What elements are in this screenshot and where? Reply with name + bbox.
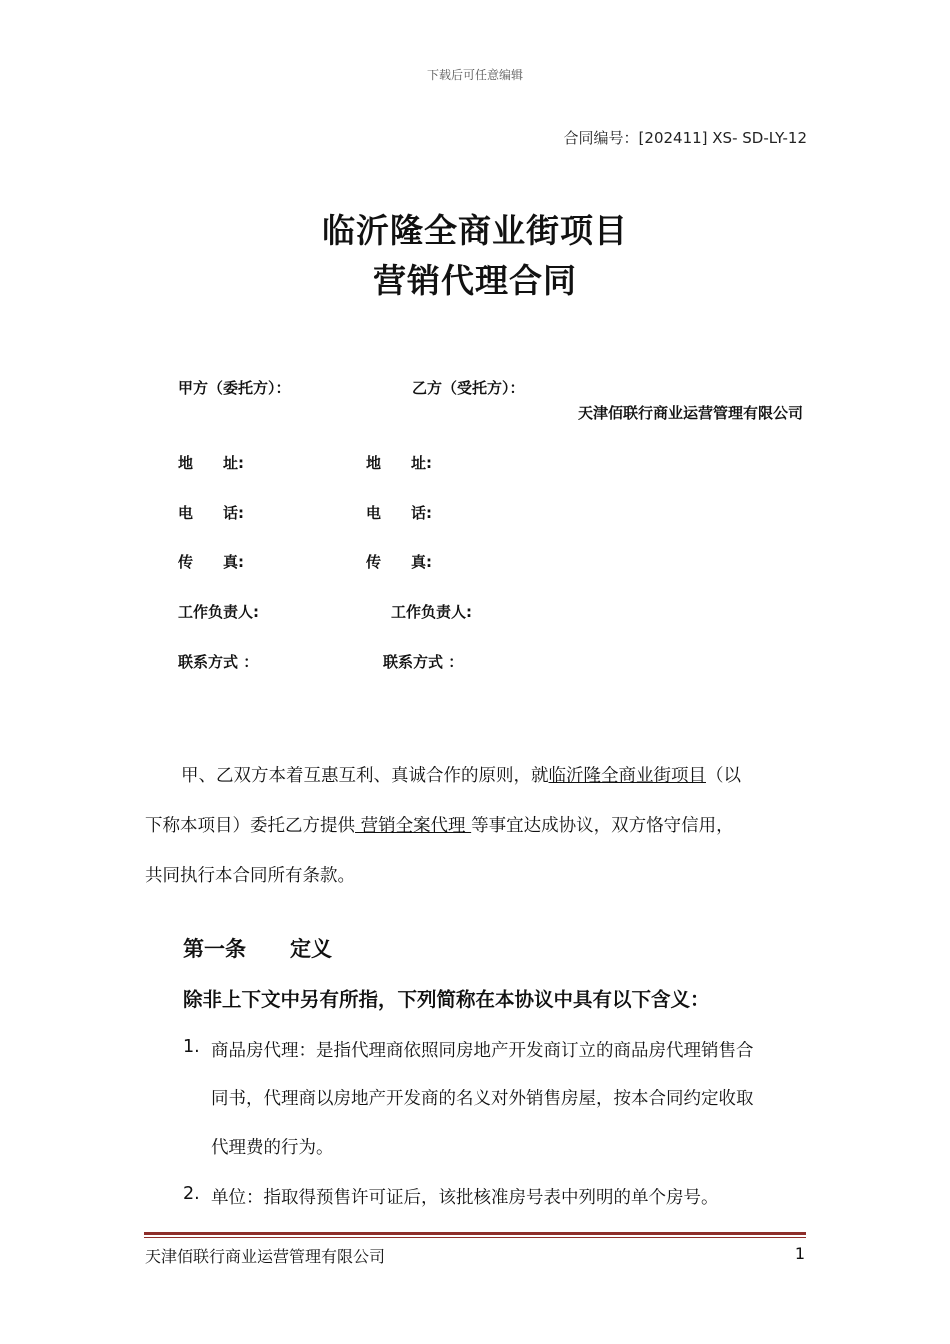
article-number: 第一条 xyxy=(183,937,246,961)
intro-text: 等事宜达成协议，双方恪守信用， xyxy=(471,816,734,836)
party-b-phone-label: 电 话: xyxy=(366,504,432,522)
party-b-company: 天津佰联行商业运营管理有限公司 xyxy=(577,404,803,422)
intro-line-2 xyxy=(145,812,810,837)
footer-company: 天津佰联行商业运营管理有限公司 xyxy=(145,1247,386,1266)
list-item-line: 同书，代理商以房地产开发商的名义对外销售房屋，按本合同约定收取 xyxy=(211,1089,754,1109)
intro-text: 甲、乙双方本着互惠互利、真诚合作的原则，就 xyxy=(181,766,549,786)
intro-text: （以 xyxy=(706,766,741,786)
title-line-2: 营销代理合同 xyxy=(373,261,577,300)
article-title: 定义 xyxy=(290,937,332,961)
footer-rule xyxy=(144,1232,806,1235)
project-name: 临沂隆全商业街项目 xyxy=(548,766,706,786)
party-a-address-label: 地 址: xyxy=(178,454,244,472)
article-1-heading xyxy=(183,933,332,963)
party-b-fax-label: 传 真: xyxy=(366,553,432,571)
party-a-label: 甲方（委托方）： xyxy=(178,379,291,397)
page-number: 1 xyxy=(794,1244,805,1263)
party-b-label: 乙方（受托方）： xyxy=(412,379,525,397)
party-a-contact-label: 联系方式 ： xyxy=(178,653,259,671)
intro-line-3: 共同执行本合同所有条款。 xyxy=(145,866,355,886)
list-item-line: 单位：指取得预售许可证后，该批核准房号表中列明的单个房号。 xyxy=(211,1188,719,1208)
party-b-contact-label: 联系方式 ： xyxy=(383,653,464,671)
list-item-line: 代理费的行为。 xyxy=(211,1138,334,1158)
party-b-manager-label: 工作负责人: xyxy=(391,603,472,621)
watermark-text: 下载后可任意编辑 xyxy=(426,68,523,82)
list-item-number: 1. xyxy=(183,1037,200,1057)
list-item-line: 商品房代理：是指代理商依照同房地产开发商订立的商品房代理销售合 xyxy=(211,1041,754,1061)
service-name: 营销全案代理 xyxy=(355,816,472,836)
party-a-phone-label: 电 话: xyxy=(178,504,244,522)
article-1-subtitle: 除非上下文中另有所指，下列简称在本协议中具有以下含义： xyxy=(183,988,710,1011)
party-a-fax-label: 传 真: xyxy=(178,553,244,571)
intro-line-1 xyxy=(181,762,846,787)
contract-number: 合同编号：[202411] XS- SD-LY-12 xyxy=(563,129,807,147)
title-line-1: 临沂隆全商业街项目 xyxy=(322,211,628,250)
list-item-number: 2. xyxy=(183,1184,200,1204)
footer-rule-thin xyxy=(144,1237,806,1238)
intro-text: 下称本项目）委托乙方提供 xyxy=(145,816,355,836)
party-a-manager-label: 工作负责人: xyxy=(178,603,259,621)
party-b-address-label: 地 址: xyxy=(366,454,432,472)
